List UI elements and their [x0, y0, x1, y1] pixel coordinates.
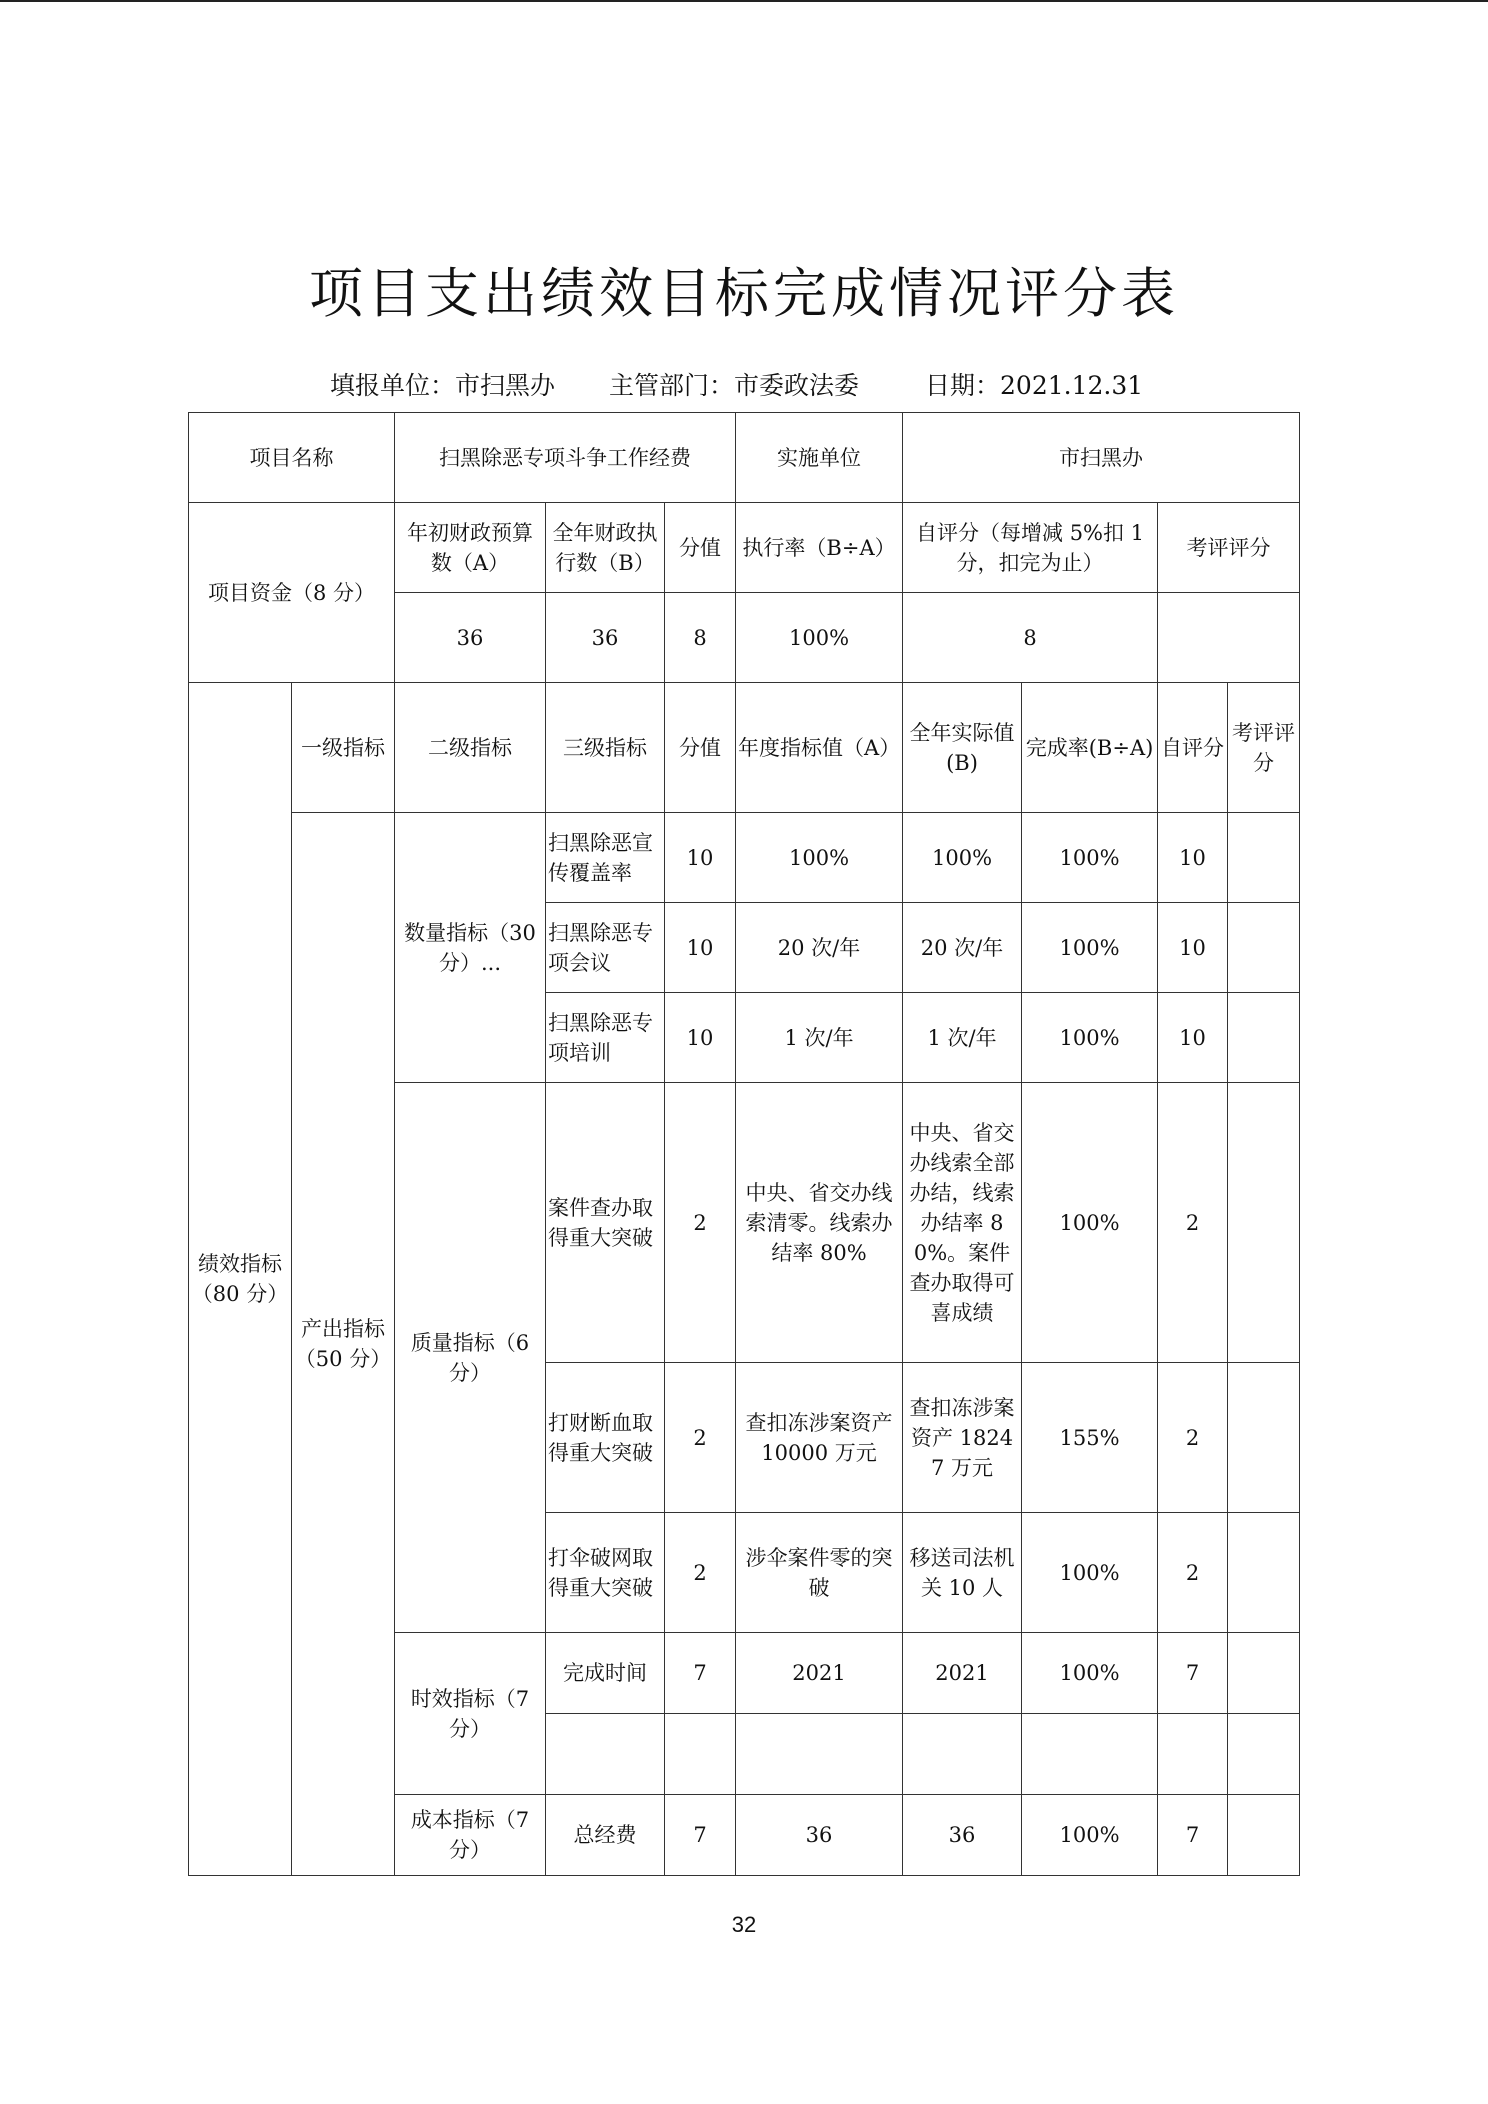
indicator-score: 2 — [665, 1363, 736, 1513]
funds-review-header: 考评评分 — [1158, 503, 1300, 593]
funds-review-value — [1158, 593, 1300, 683]
page-number: 32 — [731, 1912, 757, 1937]
indicator-rate: 100% — [1022, 1795, 1158, 1876]
quality-indicator-label: 质量指标（6 分） — [395, 1083, 546, 1633]
page-title: 项目支出绩效目标完成情况评分表 — [309, 262, 1179, 325]
indicator-actual: 1 次/年 — [903, 993, 1022, 1083]
budget-value: 36 — [395, 593, 546, 683]
supervising-dept: 主管部门：市委政法委 — [609, 371, 860, 400]
indicator-target: 查扣冻涉案资产 10000 万元 — [736, 1363, 903, 1513]
perf-score-header: 分值 — [665, 683, 736, 813]
perf-self-score-header: 自评分 — [1158, 683, 1228, 813]
indicator-actual — [903, 1714, 1022, 1795]
indicator-actual: 20 次/年 — [903, 903, 1022, 993]
indicator-review — [1228, 1513, 1300, 1633]
reporting-unit: 填报单位：市扫黑办 — [330, 371, 556, 400]
indicator-review — [1228, 1083, 1300, 1363]
indicator-review — [1228, 1714, 1300, 1795]
funds-self-score-value: 8 — [903, 593, 1158, 683]
indicator-target: 涉伞案件零的突破 — [736, 1513, 903, 1633]
exec-rate-value: 100% — [736, 593, 903, 683]
indicator-name: 打伞破网取得重大突破 — [546, 1513, 665, 1633]
project-name-label: 项目名称 — [189, 413, 395, 503]
indicator-name: 总经费 — [546, 1795, 665, 1876]
indicator-name: 扫黑除恶专项培训 — [546, 993, 665, 1083]
indicator-name: 打财断血取得重大突破 — [546, 1363, 665, 1513]
indicator-actual: 移送司法机关 10 人 — [903, 1513, 1022, 1633]
indicator-name: 扫黑除恶专项会议 — [546, 903, 665, 993]
level1-header: 一级指标 — [292, 683, 395, 813]
funds-score-header: 分值 — [665, 503, 736, 593]
funds-self-score-header: 自评分（每增减 5%扣 1 分，扣完为止） — [903, 503, 1158, 593]
indicator-target: 中央、省交办线索清零。线索办结率 80% — [736, 1083, 903, 1363]
indicator-name: 扫黑除恶宣传覆盖率 — [546, 813, 665, 903]
level2-header: 二级指标 — [395, 683, 546, 813]
exec-rate-header: 执行率（B÷A） — [736, 503, 903, 593]
indicator-rate — [1022, 1714, 1158, 1795]
level3-header: 三级指标 — [546, 683, 665, 813]
indicator-review — [1228, 1633, 1300, 1714]
funds-header-row — [189, 503, 1300, 593]
indicator-score: 7 — [665, 1633, 736, 1714]
indicator-score: 2 — [665, 1513, 736, 1633]
indicator-rate: 100% — [1022, 1083, 1158, 1363]
indicator-self-score: 10 — [1158, 903, 1228, 993]
indicator-target: 100% — [736, 813, 903, 903]
cost-indicator-label: 成本指标（7 分） — [395, 1795, 546, 1876]
indicator-self-score: 7 — [1158, 1633, 1228, 1714]
exec-header: 全年财政执行数（B） — [546, 503, 665, 593]
indicator-name: 案件查办取得重大突破 — [546, 1083, 665, 1363]
indicator-target — [736, 1714, 903, 1795]
report-date: 日期：2021.12.31 — [925, 371, 1144, 400]
indicator-rate: 100% — [1022, 903, 1158, 993]
impl-unit-label: 实施单位 — [736, 413, 903, 503]
indicator-actual: 2021 — [903, 1633, 1022, 1714]
impl-unit-value: 市扫黑办 — [903, 413, 1300, 503]
indicator-score: 7 — [665, 1795, 736, 1876]
funds-score-value: 8 — [665, 593, 736, 683]
indicator-self-score: 2 — [1158, 1363, 1228, 1513]
indicator-target: 2021 — [736, 1633, 903, 1714]
indicator-actual: 36 — [903, 1795, 1022, 1876]
performance-score-table — [188, 412, 1300, 1876]
funds-label: 项目资金（8 分） — [189, 503, 395, 683]
indicator-actual: 中央、省交办线索全部办结，线索办结率 80%。案件查办取得可喜成绩 — [903, 1083, 1022, 1363]
output-indicator-label: 产出指标（50 分） — [292, 813, 395, 1876]
quantity-indicator-label: 数量指标（30 分）... — [395, 813, 546, 1083]
indicator-score: 10 — [665, 903, 736, 993]
perf-review-header: 考评评分 — [1228, 683, 1300, 813]
completion-rate-header: 完成率(B÷A) — [1022, 683, 1158, 813]
indicator-score: 2 — [665, 1083, 736, 1363]
target-header: 年度指标值（A） — [736, 683, 903, 813]
project-name-value: 扫黑除恶专项斗争工作经费 — [395, 413, 736, 503]
indicator-self-score: 2 — [1158, 1513, 1228, 1633]
indicator-score: 10 — [665, 993, 736, 1083]
indicator-target: 36 — [736, 1795, 903, 1876]
project-name-row — [189, 413, 1300, 503]
indicator-score: 10 — [665, 813, 736, 903]
indicator-actual: 查扣冻涉案资产 18247 万元 — [903, 1363, 1022, 1513]
indicator-self-score: 10 — [1158, 993, 1228, 1083]
indicator-review — [1228, 813, 1300, 903]
indicator-self-score: 2 — [1158, 1083, 1228, 1363]
indicator-name: 完成时间 — [546, 1633, 665, 1714]
indicator-rate: 100% — [1022, 993, 1158, 1083]
timeliness-indicator-label: 时效指标（7 分） — [395, 1633, 546, 1795]
indicator-score — [665, 1714, 736, 1795]
indicator-self-score: 10 — [1158, 813, 1228, 903]
indicator-self-score — [1158, 1714, 1228, 1795]
indicator-review — [1228, 993, 1300, 1083]
exec-value: 36 — [546, 593, 665, 683]
indicator-name — [546, 1714, 665, 1795]
report-meta — [330, 366, 1143, 406]
indicator-rate: 100% — [1022, 1513, 1158, 1633]
indicator-target: 20 次/年 — [736, 903, 903, 993]
indicator-rate: 155% — [1022, 1363, 1158, 1513]
actual-header: 全年实际值(B) — [903, 683, 1022, 813]
indicator-review — [1228, 903, 1300, 993]
indicator-self-score: 7 — [1158, 1795, 1228, 1876]
indicator-target: 1 次/年 — [736, 993, 903, 1083]
top-border-line — [0, 0, 1488, 2]
indicator-rate: 100% — [1022, 813, 1158, 903]
indicator-review — [1228, 1795, 1300, 1876]
indicator-rate: 100% — [1022, 1633, 1158, 1714]
perf-label: 绩效指标（80 分） — [189, 683, 292, 1876]
indicator-actual: 100% — [903, 813, 1022, 903]
table-row — [189, 813, 1300, 903]
perf-header-row — [189, 683, 1300, 813]
budget-header: 年初财政预算数（A） — [395, 503, 546, 593]
indicator-review — [1228, 1363, 1300, 1513]
